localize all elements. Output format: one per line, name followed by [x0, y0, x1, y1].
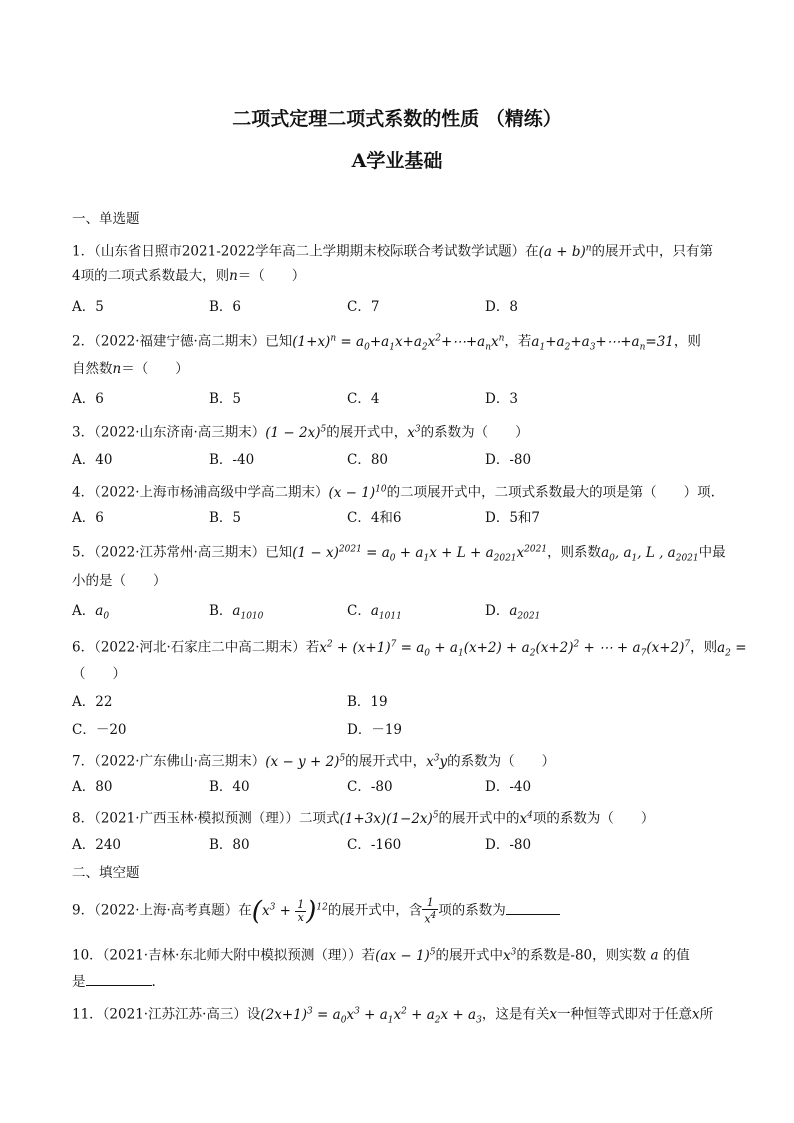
- question-3-option-b[interactable]: B．-40: [209, 452, 255, 468]
- question-5-line-2: 小的是（ ）: [72, 573, 167, 589]
- answer-blank-9[interactable]: [506, 902, 560, 915]
- question-11-line-1: 11．（2021·江苏江苏·高三）设$(2x+1)^3 = a_0x^3 + a_1x^2 + a_2x + a_3$，这是有关x一种恒等式即对于任意x所: [72, 1006, 714, 1026]
- question-7-line-1: 7．（2022·广东佛山·高三期末）$(x - y + 2)^5$的展开式中，$x^3y$的系数为（ ）: [72, 753, 556, 770]
- question-1-line-1: 1．（山东省日照市2021-2022学年高二上学期期末校际联合考试数学试题）在$(a + b)^n$的展开式中，只有第: [72, 243, 714, 260]
- page-title: 二项式定理二项式系数的性质 （精练）: [232, 108, 562, 130]
- section-heading-single-choice: 一、单选题: [72, 211, 140, 227]
- question-5-option-d[interactable]: D．$a_{2021}$: [485, 603, 541, 622]
- question-5-option-a[interactable]: A．$a_0$: [72, 603, 110, 622]
- question-5-line-1: 5．（2022·江苏常州·高三期末）已知$(1 - x)^{2021} = a_0 + a_1x + L + a_{2021}x^{2021}$，则系数$a_0$, $a_1$, L , $a_{2021}$中最: [72, 544, 726, 564]
- question-10-line-2: 是 .: [72, 974, 156, 990]
- question-2-option-b[interactable]: B．5: [209, 391, 242, 407]
- question-1-line-2: 4项的二项式系数最大，则n＝（ ）: [72, 268, 306, 284]
- question-4-option-b[interactable]: B．5: [209, 510, 242, 526]
- question-5-option-b[interactable]: B．$a_{1010}$: [209, 603, 264, 622]
- question-3-line-1: 3．（2022·山东济南·高三期末）$(1 - 2x)^5$的展开式中，$x^3$的系数为（ ）: [72, 424, 529, 441]
- question-9-line-1: 9．（2022·上海·高考真题）在($x^3$ + $\frac{1}{x}$ )$^{12}$的展开式中，含 $\frac{1}{x^4}$ 项的系数为: [72, 892, 560, 926]
- page-subtitle: A学业基础: [351, 150, 443, 172]
- question-3-option-a[interactable]: A．40: [72, 452, 113, 468]
- question-8-line-1: 8．（2021·广西玉林·模拟预测（理））二项式$(1+3x)(1-2x)^5$的展开式中的$x^4$项的系数为（ ）: [72, 810, 655, 827]
- question-8-option-b[interactable]: B．80: [209, 837, 250, 853]
- question-4-line-1: 4．（2022·上海市杨浦高级中学高二期末）$(x - 1)^{10}$的二项展开式中，二项式系数最大的项是第（ ）项.: [72, 484, 715, 501]
- question-7-option-b[interactable]: B．40: [209, 779, 250, 795]
- question-7-option-a[interactable]: A．80: [72, 779, 113, 795]
- question-6-option-a[interactable]: A．22: [72, 694, 113, 710]
- question-1-option-d[interactable]: D．8: [485, 299, 518, 315]
- question-2-line-1: 2．（2022·福建宁德·高二期末）已知$(1+x)^n$ = $a_0+a_1x+a_2x^2+\cdots+a_nx^n$，若$a_1+a_2+a_3+\cdots+a_n=31$，则: [72, 333, 701, 353]
- question-6-option-d[interactable]: D．－19: [347, 722, 403, 738]
- question-3-option-d[interactable]: D．-80: [485, 452, 532, 468]
- question-4-option-d[interactable]: D．5和7: [485, 510, 541, 526]
- question-5-option-c[interactable]: C．$a_{1011}$: [347, 603, 402, 622]
- question-1-option-c[interactable]: C．7: [347, 299, 380, 315]
- question-6-option-c[interactable]: C．－20: [72, 722, 127, 738]
- question-2-line-2: 自然数n＝（ ）: [72, 361, 189, 377]
- question-8-option-d[interactable]: D．-80: [485, 837, 532, 853]
- question-8-option-a[interactable]: A．240: [72, 837, 122, 853]
- question-2-option-c[interactable]: C．4: [347, 391, 380, 407]
- question-2-option-d[interactable]: D．3: [485, 391, 518, 407]
- question-6-line-1: 6．（2022·河北·石家庄二中高二期末）若$x^2 + (x+1)^7 = a_0 + a_1(x+2) + a_2(x+2)^2$ + ⋯ + $a_7(x+2)^7$，则$a_2$ =: [72, 639, 747, 659]
- section-heading-fill-in: 二、填空题: [72, 865, 140, 881]
- question-1-option-a[interactable]: A．5: [72, 299, 104, 315]
- question-1-option-b[interactable]: B．6: [209, 299, 242, 315]
- question-8-option-c[interactable]: C．-160: [347, 837, 402, 853]
- question-3-option-c[interactable]: C．80: [347, 452, 389, 468]
- answer-blank-10[interactable]: [86, 973, 152, 986]
- question-7-option-d[interactable]: D．-40: [485, 779, 532, 795]
- question-4-option-c[interactable]: C．4和6: [347, 510, 402, 526]
- question-6-line-2: （ ）: [72, 666, 126, 682]
- question-7-option-c[interactable]: C．-80: [347, 779, 393, 795]
- question-4-option-a[interactable]: A．6: [72, 510, 104, 526]
- question-10-line-1: 10．（2021·吉林·东北师大附中模拟预测（理））若(ax − 1)$^5$的展开式中$x^3$的系数是-80，则实数 a 的值: [72, 947, 690, 964]
- question-6-option-b[interactable]: B．19: [347, 694, 388, 710]
- question-2-option-a[interactable]: A．6: [72, 391, 104, 407]
